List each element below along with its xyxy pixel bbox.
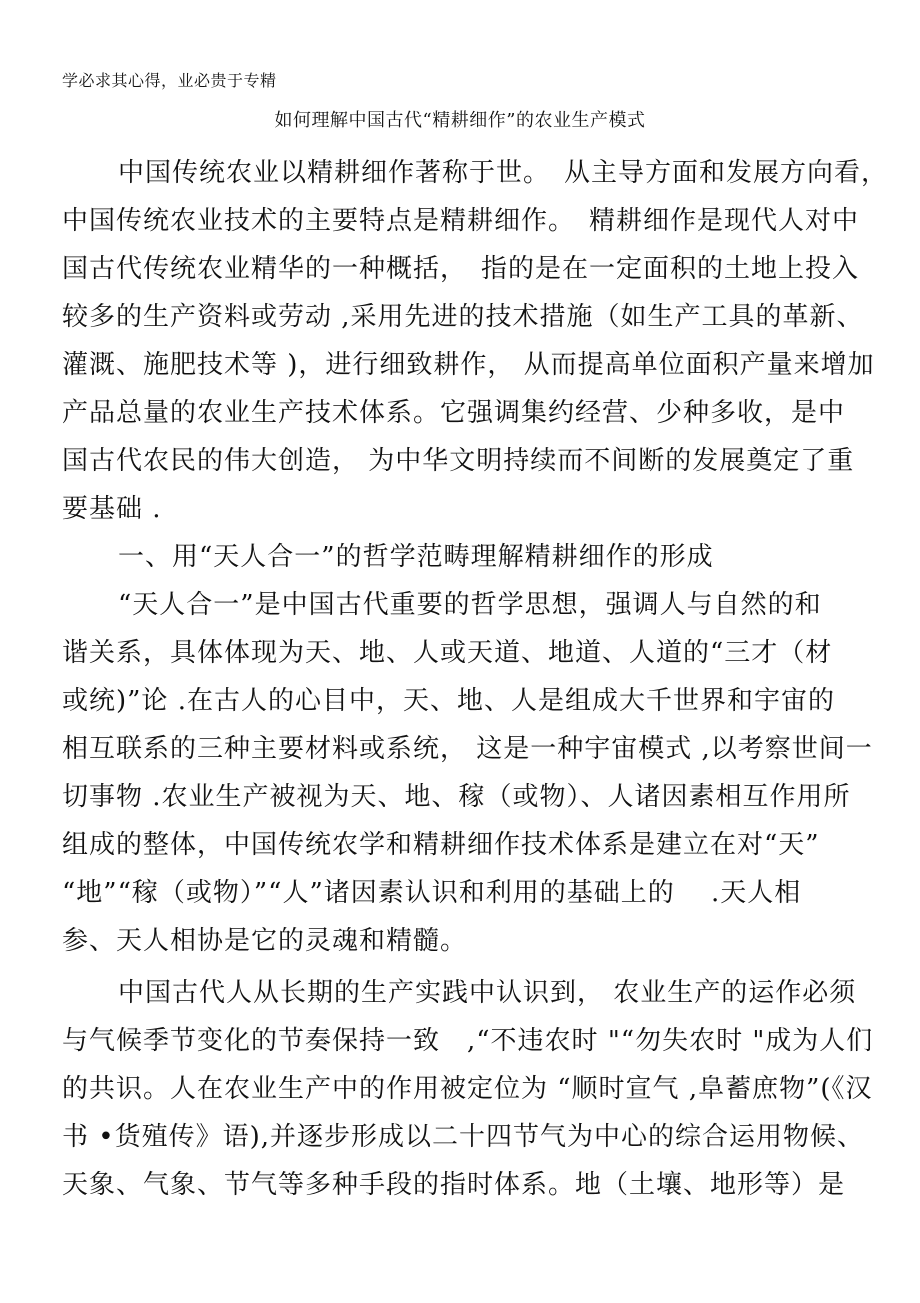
page-header: 学必求其心得，业必贵于专精 bbox=[62, 71, 277, 90]
paragraph-line: “地”“稼（或物）”“人”诸因素认识和利用的基础上的 .天人相 bbox=[62, 878, 802, 908]
section-heading: 一、用“天人合一”的哲学范畴理解精耕细作的形成 bbox=[118, 542, 714, 572]
paragraph-line: 与气候季节变化的节奏保持一致 ,“不违农时 "“勿失农时 "成为人们 bbox=[62, 1026, 874, 1056]
paragraph-line: 天象、气象、节气等多种手段的指时体系。地（土壤、地形等）是 bbox=[62, 1170, 846, 1200]
paragraph-line: 中国传统农业技术的主要特点是精耕细作。 精耕细作是现代人对中 bbox=[62, 206, 860, 236]
paragraph-line: 谐关系，具体体现为天、地、人或天道、地道、人道的“三才（材 bbox=[62, 638, 833, 668]
paragraph-line: 中国传统农业以精耕细作著称于世。 从主导方面和发展方向看， bbox=[118, 158, 889, 188]
paragraph-line: 要基础 . bbox=[62, 494, 162, 524]
paragraph-line: 切事物 .农业生产被视为天、地、稼（或物）、人诸因素相互作用所 bbox=[62, 782, 851, 812]
paragraph-line: 灌溉、施肥技术等 )，进行细致耕作， 从而提高单位面积产量来增加 bbox=[62, 350, 875, 380]
paragraph-line: 国古代传统农业精华的一种概括， 指的是在一定面积的土地上投入 bbox=[62, 254, 860, 284]
paragraph-line: 相互联系的三种主要材料或系统， 这是一种宇宙模式 ,以考察世间一 bbox=[62, 734, 873, 764]
paragraph-line: 国古代农民的伟大创造， 为中华文明持续而不间断的发展奠定了重 bbox=[62, 446, 855, 476]
paragraph-line: 产品总量的农业生产技术体系。它强调集约经营、少种多收，是中 bbox=[62, 398, 846, 428]
paragraph-line: 或统)”论 .在古人的心目中，天、地、人是组成大千世界和宇宙的 bbox=[62, 686, 835, 716]
paragraph-line: 书 •货殖传》语),并逐步形成以二十四节气为中心的综合运用物候、 bbox=[62, 1122, 865, 1152]
paragraph-line: 组成的整体，中国传统农学和精耕细作技术体系是建立在对“天” bbox=[62, 830, 820, 860]
paragraph-line: 的共识。人在农业生产中的作用被定位为 “顺时宣气 ,阜蓄庶物”(《汉 bbox=[62, 1074, 873, 1104]
paragraph-line: 较多的生产资料或劳动 ,采用先进的技术措施（如生产工具的革新、 bbox=[62, 302, 864, 332]
paragraph-line: 参、天人相协是它的灵魂和精髓。 bbox=[62, 926, 468, 956]
paragraph-line: “天人合一”是中国古代重要的哲学思想，强调人与自然的和 bbox=[118, 590, 822, 620]
document-title: 如何理解中国古代“精耕细作”的农业生产模式 bbox=[274, 110, 646, 131]
paragraph-line: 中国古代人从长期的生产实践中认识到， 农业生产的运作必须 bbox=[118, 978, 857, 1008]
